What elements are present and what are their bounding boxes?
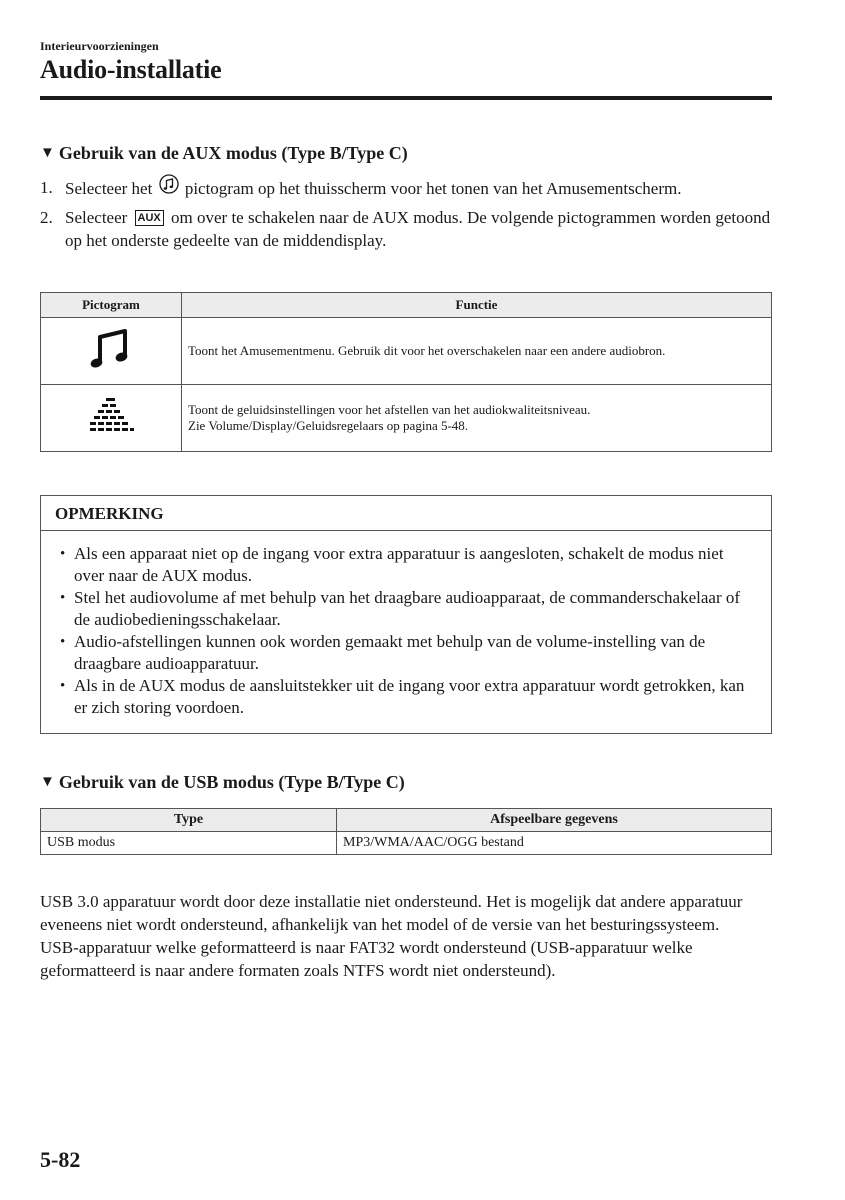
- description-cell: [182, 318, 772, 385]
- table-row: [41, 832, 772, 855]
- aux-button[interactable]: AUX: [135, 210, 164, 226]
- column-header: Pictogram: [41, 293, 182, 318]
- table-cell: USB modus: [41, 832, 337, 855]
- step-text: [65, 206, 780, 252]
- step-item: [40, 176, 780, 204]
- description-line: Toont het Amusementmenu. Gebruik dit voor het overschakelen naar een andere audiobron.: [188, 343, 666, 358]
- section-marker-icon: ▼: [40, 774, 55, 790]
- step-text-before: Selecteer: [65, 208, 128, 227]
- list-item-text: Als een apparaat niet op de ingang voor extra apparatuur is aangesloten, schakelt de modus niet over naar de AUX modus.: [74, 544, 724, 585]
- list-item-text: Als in de AUX modus de aansluitstekker uit de ingang voor extra apparatuur wordt getrokken, kan er zich storing voordoen.: [74, 676, 745, 717]
- breadcrumb: Interieurvoorzieningen: [40, 39, 159, 53]
- step-text-after: om over te schakelen naar de AUX modus. De volgende pictogrammen worden getoond op het onderste gedeelte van de middendisplay.: [65, 208, 771, 250]
- icon-cell: [41, 385, 182, 452]
- usb-section-heading: [40, 772, 405, 793]
- table-row: [41, 385, 772, 452]
- step-number: 2.: [40, 208, 53, 227]
- description-line: Zie Volume/Display/Geluidsregelaars op pagina 5-48.: [188, 418, 469, 433]
- aux-section-heading-text: Gebruik van de AUX modus (Type B/Type C): [58, 143, 408, 163]
- music-note-icon[interactable]: [88, 360, 134, 375]
- title-divider: [40, 96, 772, 100]
- column-header: Afspeelbare gegevens: [337, 809, 772, 832]
- step-text-after: pictogram op het thuisscherm voor het tonen van het Amusementscherm.: [184, 178, 682, 198]
- paragraph: USB 3.0 apparatuur wordt door deze installatie niet ondersteund. Het is mogelijk dat andere apparatuur eveneens niet wordt ondersteund, afhankelijk van het model of de versie van het besturingssysteem.: [40, 892, 743, 934]
- column-header: Type: [41, 809, 337, 832]
- bullet: •: [60, 546, 66, 562]
- list-item: [60, 675, 755, 719]
- icon-cell: [41, 318, 182, 385]
- list-item: [60, 543, 755, 587]
- step-item: [40, 206, 780, 252]
- page-title: Audio-installatie: [40, 55, 222, 84]
- table-cell: MP3/WMA/AAC/OGG bestand: [337, 832, 772, 855]
- bullet: •: [60, 634, 66, 650]
- note-box: [40, 495, 772, 734]
- list-item-text: Stel het audiovolume af met behulp van het draagbare audioapparaat, de commanderschakelaar of de audiobedieningsschakelaar.: [74, 588, 741, 629]
- usb-table: [40, 808, 772, 855]
- step-text: [65, 176, 780, 204]
- page-number: 5-82: [40, 1147, 81, 1172]
- paragraph: USB-apparatuur welke geformatteerd is naar FAT32 wordt ondersteund (USB-apparatuur welke geformatteerd is naar andere formaten zoals NTFS wordt niet ondersteund).: [40, 938, 693, 980]
- section-marker-icon: ▼: [40, 145, 55, 161]
- bullet: •: [60, 678, 66, 694]
- pictogram-table: [40, 292, 772, 452]
- table-row: [41, 318, 772, 385]
- column-header: Functie: [182, 293, 772, 318]
- aux-section-heading: [40, 143, 408, 164]
- description-cell: [182, 385, 772, 452]
- note-title: OPMERKING: [41, 496, 771, 531]
- description-line: Toont de geluidsinstellingen voor het afstellen van het audiokwaliteitsniveau.: [188, 402, 591, 417]
- list-item: [60, 631, 755, 675]
- usb-section-heading-text: Gebruik van de USB modus (Type B/Type C): [58, 772, 405, 792]
- equalizer-icon[interactable]: [86, 426, 136, 441]
- list-item-text: Audio-afstellingen kunnen ook worden gemaakt met behulp van de volume-instelling van de draagbare audioapparatuur.: [74, 632, 706, 673]
- note-list: [41, 543, 771, 719]
- list-item: [60, 587, 755, 631]
- table-header-row: [41, 293, 772, 318]
- music-note-icon: [159, 176, 179, 204]
- aux-steps-list: [40, 176, 780, 254]
- usb-body-text: [40, 890, 780, 982]
- step-number: 1.: [40, 178, 53, 197]
- step-text-before: Selecteer het: [65, 178, 153, 198]
- bullet: •: [60, 590, 66, 606]
- table-header-row: [41, 809, 772, 832]
